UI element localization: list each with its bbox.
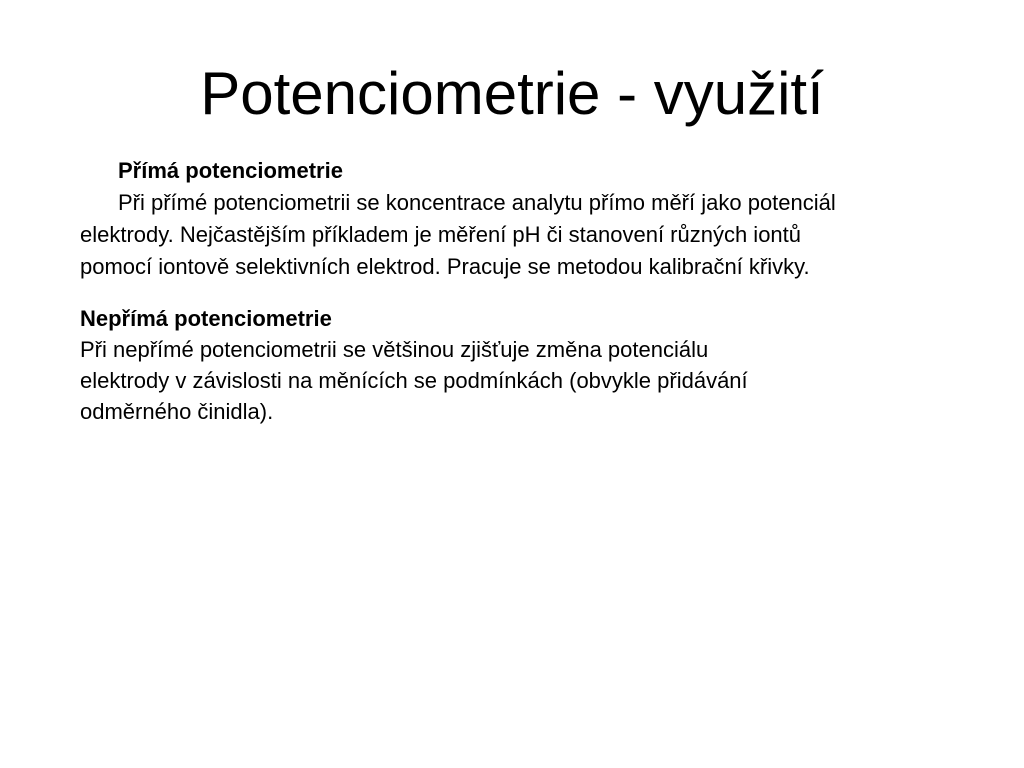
paragraph-line: odměrného činidla). bbox=[80, 399, 274, 424]
section-direct-potentiometry bbox=[80, 155, 980, 283]
paragraph-line: Při přímé potenciometrii se koncentrace analytu přímo měří jako potenciál bbox=[118, 190, 836, 215]
section-indirect-potentiometry bbox=[80, 303, 980, 427]
paragraph-line: elektrody v závislosti na měnících se podmínkách (obvykle přidávání bbox=[80, 368, 748, 393]
section-heading: Nepřímá potenciometrie bbox=[80, 306, 332, 331]
paragraph-line: elektrody. Nejčastějším příkladem je měření pH či stanovení různých iontů bbox=[80, 222, 802, 247]
section-heading: Přímá potenciometrie bbox=[118, 158, 343, 183]
slide-title: Potenciometrie - využití bbox=[200, 60, 824, 127]
paragraph-line: Při nepřímé potenciometrii se většinou zjišťuje změna potenciálu bbox=[80, 337, 709, 362]
paragraph-line: pomocí iontově selektivních elektrod. Pracuje se metodou kalibrační křivky. bbox=[80, 254, 810, 279]
